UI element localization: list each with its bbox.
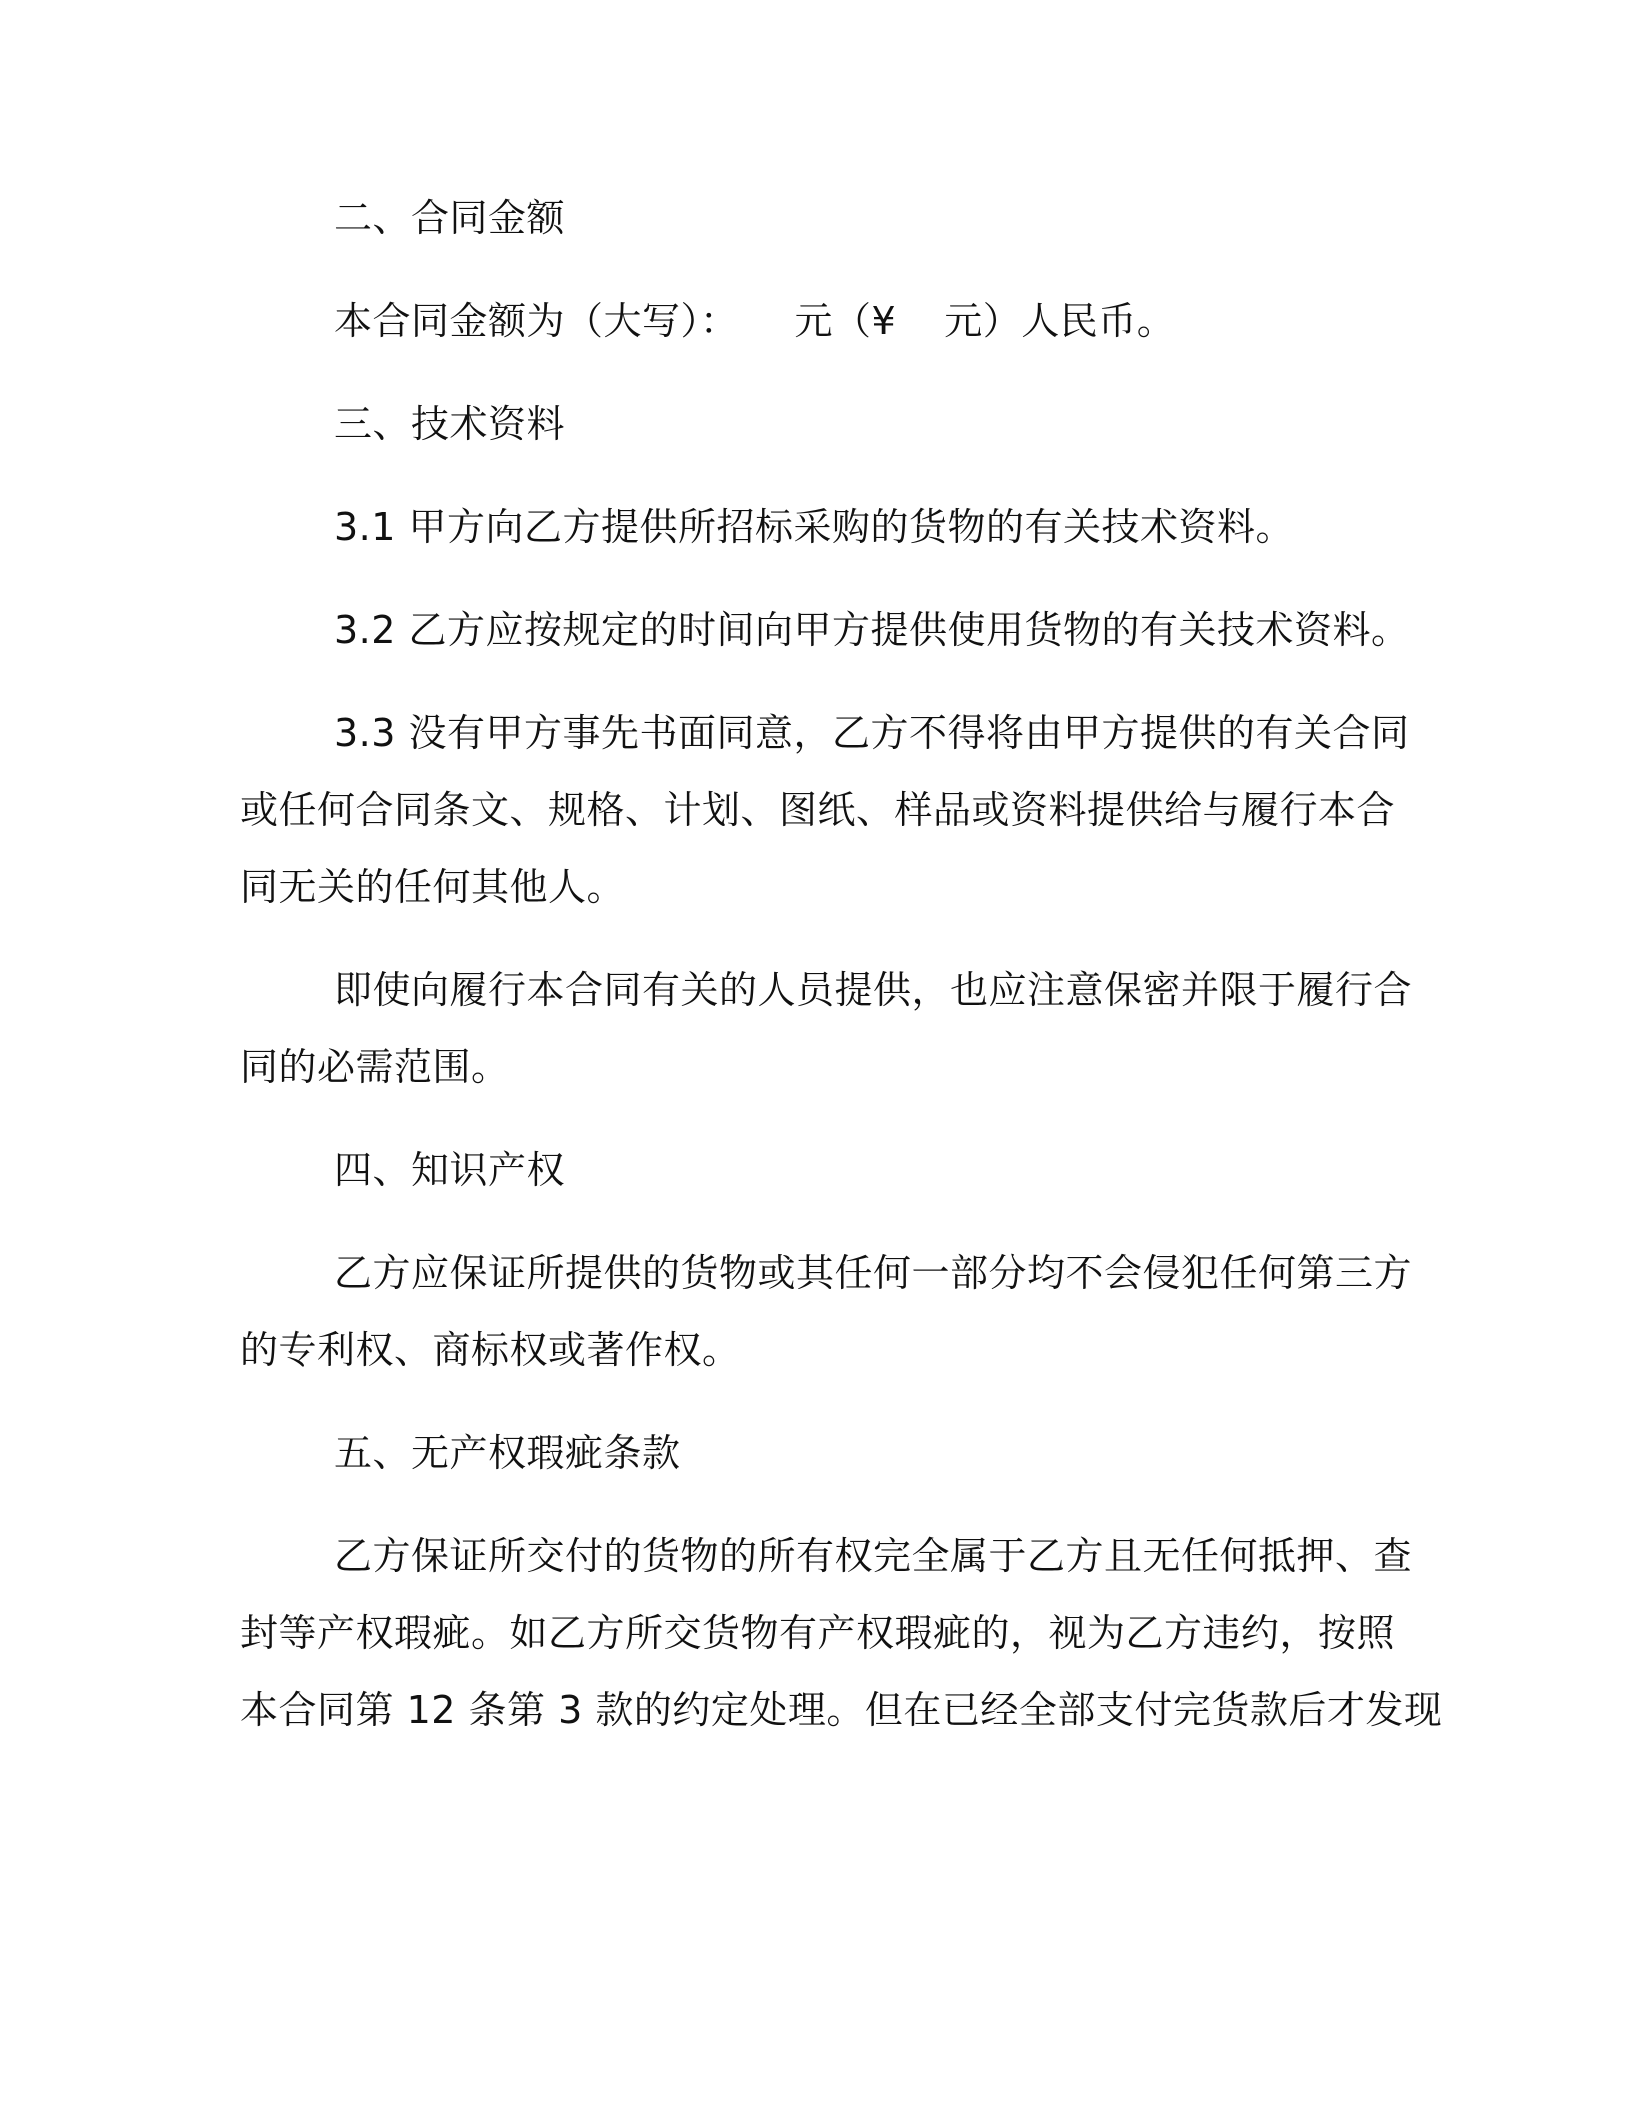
confidentiality-line-2: 同的必需范围。: [240, 1045, 510, 1089]
amount-prefix: 本合同金额为（大写）：: [334, 299, 739, 343]
section-3-heading: 三、技术资料: [334, 402, 566, 446]
ip-line-2: 的专利权、商标权或著作权。: [240, 1328, 741, 1372]
section-2-heading: 二、合同金额: [334, 196, 566, 240]
contract-amount-line: [334, 298, 1175, 344]
clause-3-3-line-3: 同无关的任何其他人。: [240, 865, 626, 909]
confidentiality-line-1: 即使向履行本合同有关的人员提供，也应注意保密并限于履行合: [334, 968, 1413, 1012]
title-defect-line-3: 本合同第 12 条第 3 款的约定处理。但在已经全部支付完货款后才发现: [240, 1688, 1443, 1732]
ip-line-1: 乙方应保证所提供的货物或其任何一部分均不会侵犯任何第三方: [334, 1251, 1413, 1295]
amount-unit-yuan: 元（¥: [794, 299, 897, 343]
section-5-heading: 五、无产权瑕疵条款: [334, 1431, 681, 1475]
title-defect-line-2: 封等产权瑕疵。如乙方所交货物有产权瑕疵的，视为乙方违约，按照: [240, 1611, 1396, 1655]
clause-3-3-line-2: 或任何合同条文、规格、计划、图纸、样品或资料提供给与履行本合: [240, 788, 1396, 832]
clause-3-3-line-1: 3.3 没有甲方事先书面同意，乙方不得将由甲方提供的有关合同: [334, 711, 1410, 755]
section-4-heading: 四、知识产权: [334, 1148, 566, 1192]
clause-3-2: 3.2 乙方应按规定的时间向甲方提供使用货物的有关技术资料。: [334, 608, 1410, 652]
clause-3-1: 3.1 甲方向乙方提供所招标采购的货物的有关技术资料。: [334, 505, 1295, 549]
amount-unit-rmb: 元）人民币。: [944, 299, 1176, 343]
title-defect-line-1: 乙方保证所交付的货物的所有权完全属于乙方且无任何抵押、查: [334, 1534, 1413, 1578]
